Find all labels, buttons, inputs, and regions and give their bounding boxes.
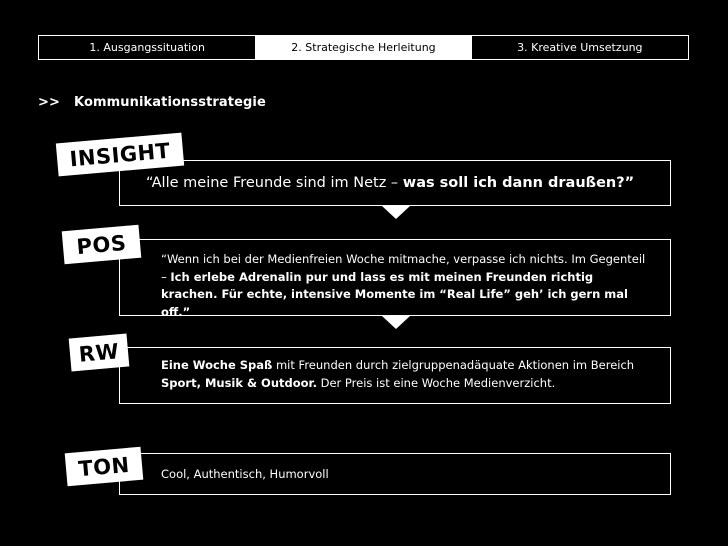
double-arrow-icon: >> [38,95,60,110]
step-tabs [38,35,689,60]
section-heading [38,95,266,110]
tab-ausgangssituation[interactable]: 1. Ausgangssituation [89,41,205,54]
pos-text: “Wenn ich bei der Medienfreien Woche mitmache, verpasse ich nichts. Im Gegenteil – Ich erlebe Adrenalin pur und lass es mit meinen Freunden richtig krachen. Für echte, intensive Momente im “Real Life” geh’ ich gern mal off.” [161,252,646,319]
rw-tag: RW [69,334,130,372]
connector-arrow-icon [382,316,410,329]
tab-kreative-umsetzung[interactable]: 3. Kreative Umsetzung [517,41,643,54]
ton-tag: TON [65,447,144,486]
insight-text: “Alle meine Freunde sind im Netz – was soll ich dann draußen?” [146,175,635,191]
connector-arrow-icon [382,206,410,219]
insight-tag: INSIGHT [56,133,184,177]
tab-strategische-herleitung[interactable]: 2. Strategische Herleitung [255,36,471,59]
ton-text: Cool, Authentisch, Humorvoll [161,467,329,481]
rw-text: Eine Woche Spaß mit Freunden durch zielgruppenadäquate Aktionen im Bereich Sport, Musik & Outdoor. Der Preis ist eine Woche Medienverzicht. [161,358,635,390]
pos-tag: POS [62,225,142,265]
section-title: Kommunikationsstrategie [74,95,266,110]
